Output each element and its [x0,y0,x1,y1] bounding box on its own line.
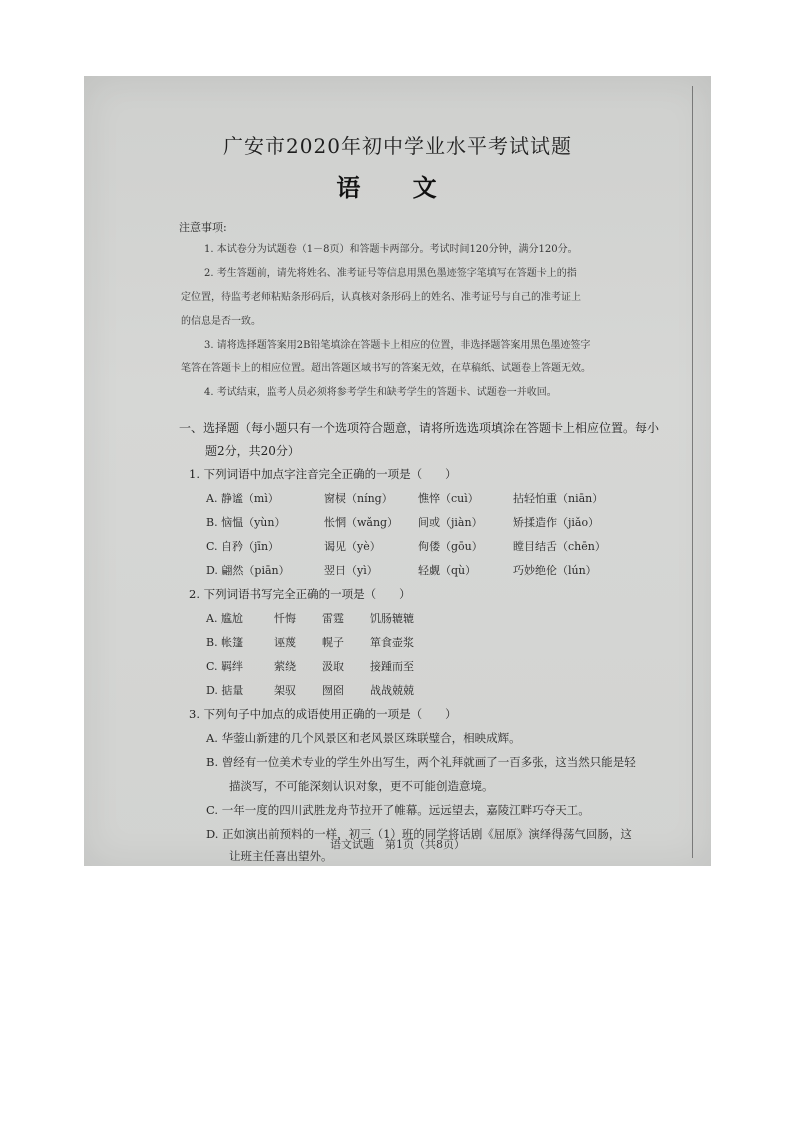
option-cell: 拈轻怕重（niān） [513,492,604,505]
q3-option-line: D. 正如演出前预料的一样，初三（1）班的同学将话剧《屈原》演绎得荡气回肠，这 [206,827,632,841]
option-cell: 汲取 [322,660,344,673]
q3-option-line: B. 曾经有一位美术专业的学生外出写生，两个礼拜就画了一百多张，这当然只能是轻 [206,755,636,769]
notes-heading: 注意事项: [179,221,227,234]
option-cell: C. 自矜（jīn） [206,540,280,553]
option-cell: A. 静谧（mì） [206,492,279,505]
section-heading: 一、选择题（每小题只有一个选项符合题意，请将所选选项填涂在答题卡上相应位置。每小 [179,421,660,435]
option-cell: 瞠目结舌（chēn） [513,540,606,553]
q3-option-line: 让班主任喜出望外。 [229,849,333,863]
option-cell: 诬蔑 [274,636,296,649]
question-3-stem: 3. 下列句子中加点的成语使用正确的一项是（ ） [189,707,457,721]
option-cell: 箪食壶浆 [370,636,414,649]
option-cell: C. 羁绊 [206,660,244,673]
exam-page-photo [84,76,711,866]
option-cell: A. 尴尬 [206,612,243,625]
option-cell: 轻觑（qù） [418,564,477,577]
option-cell: 幌子 [322,636,344,649]
note-line: 4. 考试结束，监考人员必须将参考学生和缺考学生的答题卡、试题卷一并收回。 [204,387,557,398]
option-cell: 饥肠辘辘 [370,612,414,625]
option-cell: B. 帐篷 [206,636,244,649]
option-cell: B. 恼愠（yùn） [206,516,286,529]
option-cell: 怅惘（wǎng） [324,516,399,529]
option-cell: 翌日（yì） [324,564,378,577]
option-cell: 窗棂（níng） [324,492,393,505]
note-line: 的信息是否一致。 [181,316,261,327]
note-line: 定位置，待监考老师粘贴条形码后，认真核对条形码上的姓名、准考证号与自己的准考证上 [181,292,581,303]
option-cell: 佝偻（gōu） [418,540,483,553]
note-line: 笔答在答题卡上的相应位置。超出答题区域书写的答案无效，在草稿纸、试题卷上答题无效。 [181,363,591,374]
option-cell: 雷霆 [322,612,344,625]
note-line: 1. 本试卷分为试题卷（1－8页）和答题卡两部分。考试时间120分钟，满分120分。 [204,244,578,255]
option-cell: 间或（jiàn） [418,516,483,529]
q3-option-line: C. 一年一度的四川武胜龙舟节拉开了帷幕。远远望去，嘉陵江畔巧夺天工。 [206,803,590,817]
option-cell: 战战兢兢 [370,684,414,697]
option-cell: 巧妙绝伦（lún） [513,564,597,577]
note-line: 3. 请将选择题答案用2B铅笔填涂在答题卡上相应的位置，非选择题答案用黑色墨迹签字 [204,340,591,351]
option-cell: 萦绕 [274,660,296,673]
option-cell: 接踵而至 [370,660,414,673]
option-cell: 憔悴（cuì） [418,492,479,505]
option-cell: 矫揉造作（jiǎo） [513,516,600,529]
option-cell: 囫囵 [322,684,344,697]
option-cell: 忏悔 [274,612,296,625]
note-line: 2. 考生答题前，请先将姓名、准考证号等信息用黑色墨迹签字笔填写在答题卡上的指 [204,268,577,279]
option-cell: 谒见（yè） [324,540,381,553]
option-cell: D. 翩然（piān） [206,564,290,577]
page-title: 广安市2020年初中学业水平考试试题 [223,134,572,158]
question-2-stem: 2. 下列词语书写完全正确的一项是（ ） [189,587,411,601]
option-cell: 架驭 [274,684,296,697]
subject-title: 语 文 [336,173,459,202]
q3-option-line: 描淡写，不可能深刻认识对象，更不可能创造意境。 [229,779,494,793]
section-heading-cont: 题2分，共20分） [205,444,300,458]
q3-option-line: A. 华蓥山新建的几个风景区和老风景区珠联璧合，相映成辉。 [206,731,521,745]
option-cell: D. 掂量 [206,684,244,697]
page-footer: 语文试题 第1页（共8页） [330,838,465,851]
question-1-stem: 1. 下列词语中加点字注音完全正确的一项是（ ） [189,467,457,481]
